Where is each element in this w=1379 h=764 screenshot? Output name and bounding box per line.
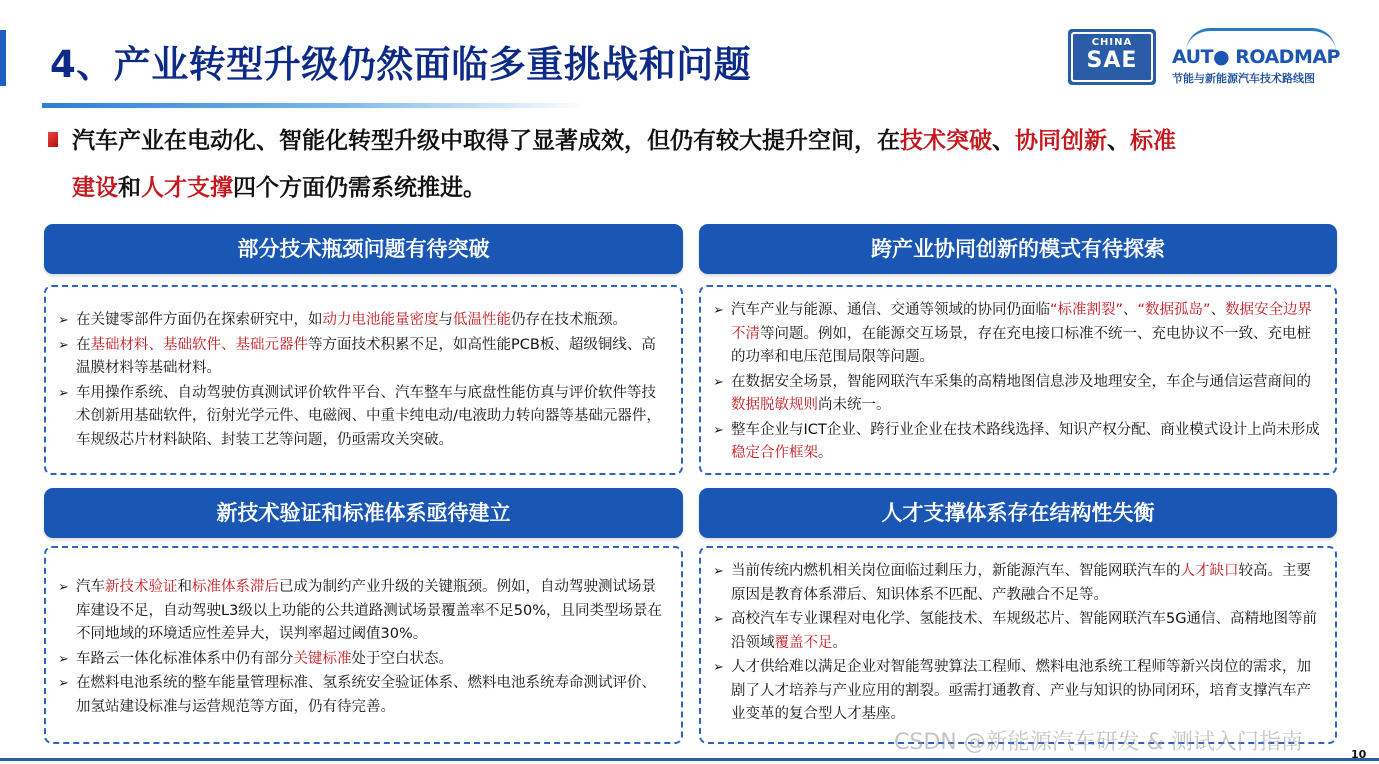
footer-divider	[0, 758, 1379, 761]
page-number: 10	[1351, 748, 1367, 761]
sae-logo-top-text: CHINA	[1091, 37, 1133, 48]
panel-body-tech-bottleneck	[44, 285, 683, 475]
list-item: ➢ 高校汽车专业课程对电化学、氢能技术、车规级芯片、智能网联汽车5G通信、高精地图等前沿领域覆盖不足。	[715, 608, 1321, 655]
list-item: ➢ 在燃料电池系统的整车能量管理标准、氢系统安全验证体系、燃料电池系统寿命测试评价、加氢站建设标准与运营规范等方面，仍有待完善。	[60, 672, 667, 719]
list-item: ➢ 人才供给难以满足企业对智能驾驶算法工程师、燃料电池系统工程师等新兴岗位的需求，加剧了人才培养与产业应用的割裂。亟需打通教育、产业与知识的协同闭环，培育支撑汽车产业变革的复合型人才基座。	[715, 656, 1321, 727]
summary-highlight: 建设	[72, 175, 118, 201]
china-sae-logo	[1068, 29, 1156, 85]
list-item: ➢ 在基础材料、基础软件、基础元器件等方面技术积累不足，如高性能PCB板、超级铜线、高温膜材料等基础材料。	[60, 334, 667, 381]
roadmap-logo-text: AUT● ROADMAP	[1172, 46, 1340, 68]
summary-highlight: 人才支撑	[141, 175, 233, 201]
panel-header-tech-validation: 新技术验证和标准体系亟待建立	[44, 488, 683, 538]
sae-logo-bottom-text: SAE	[1086, 48, 1138, 73]
panel-body-talent	[699, 546, 1337, 744]
panel-header-talent: 人才支撑体系存在结构性失衡	[699, 488, 1337, 538]
panel-header-tech-bottleneck: 部分技术瓶颈问题有待突破	[44, 224, 683, 274]
list-item: ➢ 当前传统内燃机相关岗位面临过剩压力，新能源汽车、智能网联汽车的人才缺口较高。主要原因是教育体系滞后、知识体系不匹配、产教融合不足等。	[715, 560, 1321, 607]
summary-highlight: 技术突破	[900, 128, 992, 154]
list-item: ➢ 在关键零部件方面仍在探索研究中，如动力电池能量密度与低温性能仍存在技术瓶颈。	[60, 309, 667, 333]
roadmap-logo-subtitle: 节能与新能源汽车技术路线图	[1172, 72, 1315, 85]
panel-body-cross-industry	[699, 285, 1337, 475]
panel-body-tech-validation	[44, 546, 683, 744]
watermark: CSDN @新能源汽车研发 & 测试入门指南	[894, 730, 1303, 755]
auto-roadmap-logo	[1168, 28, 1348, 88]
list-item: ➢ 整车企业与ICT企业、跨行业企业在技术路线选择、知识产权分配、商业模式设计上尚未形成稳定合作框架。	[715, 419, 1321, 466]
summary-statement: 汽车产业在电动化、智能化转型升级中取得了显著成效，但仍有较大提升空间，在技术突破、协同创新、标准 建设和人才支撑四个方面仍需系统推进。	[48, 118, 1338, 212]
list-item: ➢ 车用操作系统、自动驾驶仿真测试评价软件平台、汽车整车与底盘性能仿真与评价软件等技术创新用基础软件，衍射光学元件、电磁阀、中重卡纯电动/电液助力转向器等基础元器件，车规级芯片材料缺陷、封装工艺等问题，仍亟需攻关突破。	[60, 382, 667, 453]
list-item: ➢ 车路云一体化标准体系中仍有部分关键标准处于空白状态。	[60, 648, 667, 672]
list-item: ➢ 汽车产业与能源、通信、交通等领域的协同仍面临“标准割裂”、“数据孤岛”、数据安全边界不清等问题。例如，在能源交互场景，存在充电接口标准不统一、充电协议不一致、充电桩的功率和电压范围局限等问题。	[715, 299, 1321, 370]
list-item: ➢ 在数据安全场景，智能网联汽车采集的高精地图信息涉及地理安全，车企与通信运营商间的数据脱敏规则尚未统一。	[715, 371, 1321, 418]
summary-highlight: 协同创新	[1015, 128, 1107, 154]
panel-header-cross-industry: 跨产业协同创新的模式有待探索	[699, 224, 1337, 274]
title-underline	[42, 103, 587, 108]
list-item: ➢ 汽车新技术验证和标准体系滞后已成为制约产业升级的关键瓶颈。例如，自动驾驶测试场景库建设不足，自动驾驶L3级以上功能的公共道路测试场景覆盖率不足50%，且同类型场景在不同地域的环境适应性差异大，误判率超过阈值30%。	[60, 576, 667, 647]
summary-highlight: 标准	[1130, 128, 1176, 154]
page-title: 4、产业转型升级仍然面临多重挑战和问题	[50, 43, 752, 86]
square-bullet-icon	[48, 132, 58, 147]
title-accent-bar	[0, 30, 6, 86]
